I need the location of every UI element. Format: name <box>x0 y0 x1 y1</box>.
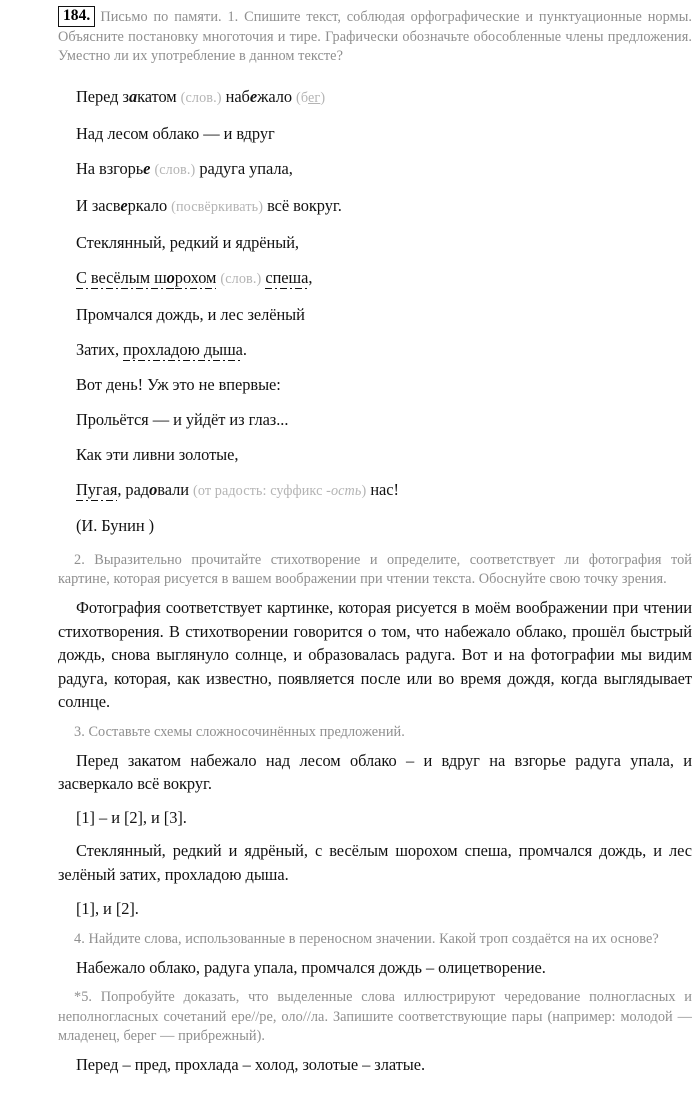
poem-line-text: нас! <box>366 479 399 499</box>
task-section-5: *5. Попробуйте доказать, что выделенные слова иллюстрируют чередование полногласных и неполногласных сочетаний ере//ре, оло//ла. Запишите соответствующие пары (например: молодой — младенец, берег — прибрежный). <box>58 989 692 1045</box>
poem-line-text: , <box>308 267 313 287</box>
annotation-text: ) <box>320 89 326 106</box>
poem-line-text: Вот день! Уж это не впервые: <box>76 374 281 394</box>
annotation-note: (слов.) <box>180 89 222 106</box>
sentence-scheme: [1], и [2]. <box>76 898 139 918</box>
answer-paragraph: Перед закатом набежало над лесом облако – и вдруг на взгорье радуга упала, и засверкало всё вокруг. <box>58 750 692 794</box>
adverbial-underline: С весёлым ш <box>76 268 167 290</box>
annotation-text: ) <box>361 482 367 499</box>
poem-line <box>58 116 692 151</box>
answer-paragraph: Стеклянный, редкий и ядрёный, с весёлым шорохом спеша, промчался дождь, и лес зелёный затих, прохладою дыша. <box>58 841 692 884</box>
annotation-note <box>193 483 366 499</box>
poem-line-text: катом <box>137 86 181 106</box>
annotation-text: (б <box>296 89 309 106</box>
poem-line <box>58 332 692 367</box>
poem-line <box>58 437 692 472</box>
highlighted-letter: а <box>128 86 138 106</box>
exercise-intro <box>58 6 692 67</box>
poem-line <box>58 225 692 260</box>
annotation-text: (от радость: суффикс - <box>193 482 331 499</box>
answer-paragraph: Перед – пред, прохлада – холод, золотые – златые. <box>76 1055 426 1075</box>
highlighted-letter: е <box>120 195 128 215</box>
annotation-note: (посвёркивать) <box>171 198 264 215</box>
poem-line-text: Прольётся — и уйдёт из глаз... <box>76 409 289 429</box>
poem-line-text: На взгорь <box>76 158 144 178</box>
poem-line-text: вали <box>157 479 193 499</box>
highlighted-letter: о <box>149 479 158 499</box>
poem-line-text: (И. Бунин ) <box>76 515 155 535</box>
highlighted-letter: е <box>249 86 258 106</box>
poem-line-text: И засв <box>76 195 121 215</box>
sections-block <box>58 551 692 1077</box>
poem-line <box>58 367 692 402</box>
poem-line-text: Как эти ливни золотые, <box>76 444 239 464</box>
poem-author <box>58 509 692 542</box>
adverbial-underline-highlighted: о <box>167 268 175 290</box>
poem-line <box>58 297 692 332</box>
answer-paragraph: Фотография соответствует картинке, которая рисуется в моём воображении при чтении стихотворения. В стихотворении говорится о том, что набежало облако, прошёл быстрый дождь, снова выглянуло солнце, и образовалась радуга. Вот и на фотографии мы видим радуга, которая, как известно, появляется после или во время дождя, когда выглядывает солнце. <box>58 597 692 712</box>
poem-line-text: , рад <box>117 479 150 499</box>
poem-line-text: Стеклянный, редкий и ядрёный, <box>76 232 299 252</box>
annotation-underlined: ег <box>308 89 321 106</box>
poem-line <box>58 472 692 509</box>
poem-line-text: Затих, <box>76 339 124 359</box>
sentence-scheme: [1] – и [2], и [3]. <box>76 807 187 827</box>
poem-line <box>58 79 692 116</box>
annotation-note <box>296 90 325 106</box>
answer-paragraph: Набежало облако, радуга упала, промчался дождь – олицетворение. <box>76 957 546 977</box>
annotation-italic: ость <box>330 482 362 499</box>
exercise-number: 184. <box>58 6 95 27</box>
adverbial-underline: спеша <box>265 268 308 290</box>
exercise-intro-text: Письмо по памяти. 1. Спишите текст, соблюдая орфографические и пунктуационные нормы. Объясните постановку многоточия и тире. Графически обозначьте обособленные члены предложения. Уместно ли их употребление в данном тексте? <box>58 9 692 65</box>
poem-line-text: всё вокруг. <box>263 195 342 215</box>
poem-line-text: жало <box>257 86 297 106</box>
adverbial-underline: прохладою дыша <box>123 340 243 362</box>
poem-line-text: . <box>242 339 247 359</box>
poem-line-text: радуга упала, <box>195 158 293 178</box>
task-section-4: 4. Найдите слова, использованные в переносном значении. Какой троп создаётся на их основе? <box>74 931 659 948</box>
annotation-note: (слов.) <box>220 270 262 287</box>
adverbial-underline: рохом <box>175 268 217 290</box>
poem-line <box>58 402 692 437</box>
poem-line <box>58 260 692 297</box>
task-section-3: 3. Составьте схемы сложносочинённых предложений. <box>74 723 405 740</box>
adverbial-underline: Пугая <box>76 480 117 502</box>
poem-line <box>58 188 692 225</box>
poem-line-text: Перед з <box>76 86 129 106</box>
poem-line-text: наб <box>221 86 250 106</box>
poem-block <box>58 79 692 542</box>
poem-line <box>58 151 692 188</box>
poem-line-text: Над лесом облако — и вдруг <box>76 123 275 143</box>
task-section-2: 2. Выразительно прочитайте стихотворение и определите, соответствует ли фотография той картине, которая рисуется в вашем воображении при чтении текста. Обоснуйте свою точку зрения. <box>58 551 692 588</box>
highlighted-letter: е <box>143 158 151 178</box>
poem-line-text: ркало <box>127 195 172 215</box>
annotation-note: (слов.) <box>154 161 196 178</box>
poem-line-text: Промчался дождь, и лес зелёный <box>76 304 305 324</box>
page-content <box>58 6 692 1079</box>
